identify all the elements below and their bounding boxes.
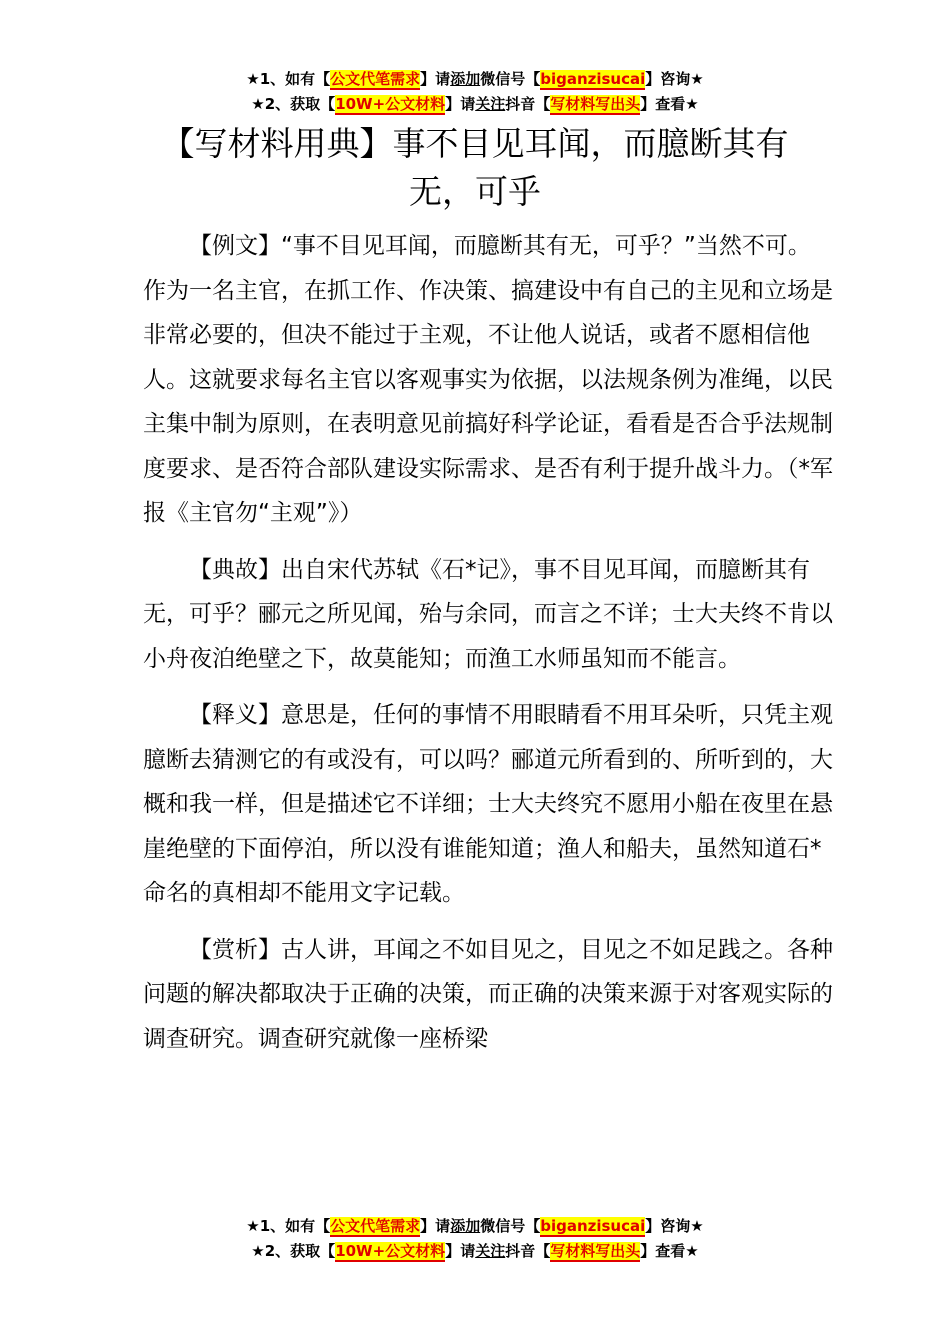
banner-highlight: 公文代笔需求 bbox=[330, 70, 421, 88]
banner-text: 】请 bbox=[445, 95, 476, 113]
banner-text: 微信号【 bbox=[480, 1217, 541, 1235]
banner-underlined: 关注 bbox=[475, 95, 506, 113]
footer-banner-line-1 bbox=[0, 1214, 950, 1239]
banner-text: 微信号【 bbox=[480, 70, 541, 88]
banner-text: 抖音【 bbox=[505, 95, 551, 113]
paragraph-allusion: 【典故】出自宋代苏轼《石*记》，事不目见耳闻，而臆断其有无，可乎？郦元之所见闻，殆与余同，而言之不详；士大夫终不肯以小舟夜泊绝壁之下，故莫能知；而渔工水师虽知而不能言。 bbox=[143, 556, 833, 672]
banner-text: 】请 bbox=[420, 1217, 451, 1235]
banner-text: 】咨询★ bbox=[645, 70, 704, 88]
douyin-id-highlight: 写材料写出头 bbox=[550, 1242, 641, 1260]
banner-text: ★1、如有【 bbox=[246, 70, 331, 88]
banner-text: 】请 bbox=[445, 1242, 476, 1260]
banner-highlight: 10W+公文材料 bbox=[335, 95, 446, 113]
wechat-id-highlight: biganzisucai bbox=[540, 1217, 646, 1235]
header-banner-line-1 bbox=[0, 67, 950, 92]
header-banner bbox=[0, 67, 950, 117]
banner-text: 抖音【 bbox=[505, 1242, 551, 1260]
banner-underlined: 添加 bbox=[450, 70, 481, 88]
paragraph-meaning: 【释义】意思是，任何的事情不用眼睛看不用耳朵听，只凭主观臆断去猜测它的有或没有，可以吗？郦道元所看到的、所听到的，大概和我一样，但是描述它不详细；士大夫终究不愿用小船在夜里在悬崖绝壁的下面停泊，所以没有谁能知道；渔人和船夫，虽然知道石*命名的真相却不能用文字记载。 bbox=[143, 702, 833, 906]
wechat-id-highlight: biganzisucai bbox=[540, 70, 646, 88]
paragraph-analysis: 【赏析】古人讲，耳闻之不如目见之，目见之不如足践之。各种问题的解决都取决于正确的决策，而正确的决策来源于对客观实际的调查研究。调查研究就像一座桥梁 bbox=[143, 936, 833, 1052]
footer-banner-line-2 bbox=[0, 1239, 950, 1264]
banner-text: ★2、获取【 bbox=[251, 1242, 336, 1260]
banner-text: 】查看★ bbox=[640, 1242, 699, 1260]
page-title: 【写材料用典】事不目见耳闻，而臆断其有无，可乎 bbox=[161, 124, 789, 211]
banner-highlight: 公文代笔需求 bbox=[330, 1217, 421, 1235]
header-banner-line-2 bbox=[0, 92, 950, 117]
banner-highlight: 10W+公文材料 bbox=[335, 1242, 446, 1260]
banner-underlined: 添加 bbox=[450, 1217, 481, 1235]
banner-text: 】请 bbox=[420, 70, 451, 88]
banner-text: 】查看★ bbox=[640, 95, 699, 113]
banner-underlined: 关注 bbox=[475, 1242, 506, 1260]
banner-text: ★2、获取【 bbox=[251, 95, 336, 113]
douyin-id-highlight: 写材料写出头 bbox=[550, 95, 641, 113]
banner-text: 】咨询★ bbox=[645, 1217, 704, 1235]
banner-text: ★1、如有【 bbox=[246, 1217, 331, 1235]
footer-banner bbox=[0, 1214, 950, 1264]
article-body bbox=[143, 224, 833, 1073]
paragraph-example: 【例文】“事不目见耳闻，而臆断其有无，可乎？”当然不可。作为一名主官，在抓工作、作决策、搞建设中有自己的主见和立场是非常必要的，但决不能过于主观，不让他人说话，或者不愿相信他人。这就要求每名主官以客观事实为依据，以法规条例为准绳，以民主集中制为原则，在表明意见前搞好科学论证，看看是否合乎法规制度要求、是否符合部队建设实际需求、是否有利于提升战斗力。（*军报《主官勿“主观”》） bbox=[143, 233, 833, 526]
